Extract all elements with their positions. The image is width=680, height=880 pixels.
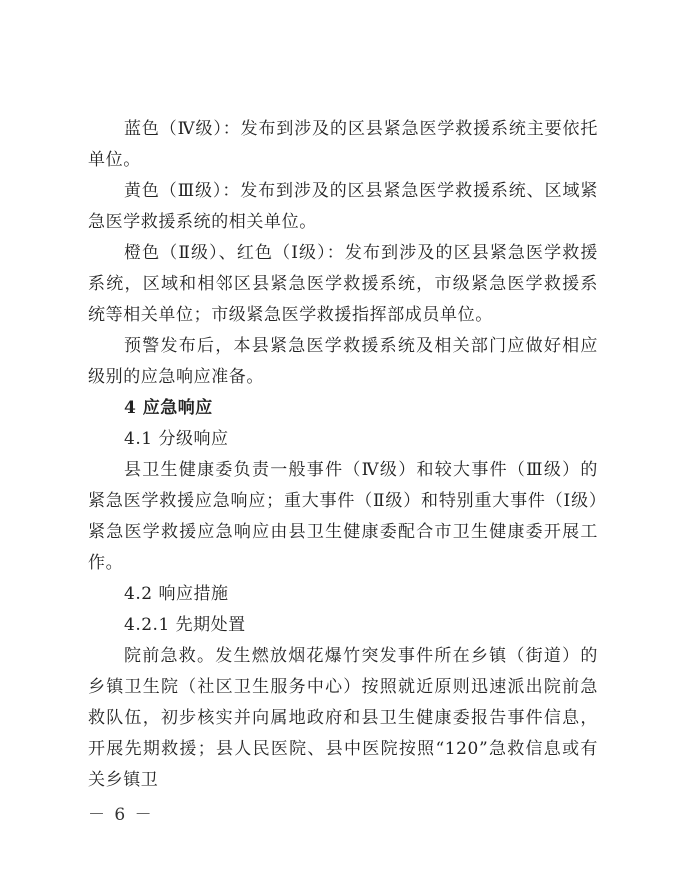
section-4-2-1-heading: 4.2.1 先期处置 xyxy=(124,615,246,635)
paragraph-yellow-level: 黄色（Ⅲ级）：发布到涉及的区县紧急医学救援系统、区域紧急医学救援系统的相关单位。 xyxy=(88,181,598,232)
paragraph-orange-red-level: 橙色（Ⅱ级）、红色（Ⅰ级）：发布到涉及的区县紧急医学救援系统，区域和相邻区县紧急医学救援系统，市级紧急医学救援系统等相关单位；市级紧急医学救援指挥部成员单位。 xyxy=(88,243,598,325)
paragraph-warning-release: 预警发布后，本县紧急医学救援系统及相关部门应做好相应级别的应急响应准备。 xyxy=(88,336,598,387)
section-4-1-heading: 4.1 分级响应 xyxy=(124,429,229,449)
section-4-2-heading: 4.2 响应措施 xyxy=(124,584,229,604)
section-4-1-body: 县卫生健康委负责一般事件（Ⅳ级）和较大事件（Ⅲ级）的紧急医学救援应急响应；重大事件（Ⅱ级）和特别重大事件（Ⅰ级）紧急医学救援应急响应由县卫生健康委配合市卫生健康委开展工作。 xyxy=(88,460,598,573)
section-4-heading: 4 应急响应 xyxy=(124,398,213,418)
paragraph-blue-level: 蓝色（Ⅳ级）：发布到涉及的区县紧急医学救援系统主要依托单位。 xyxy=(88,119,598,170)
section-4-2-1-body: 院前急救。发生燃放烟花爆竹突发事件所在乡镇（街道）的乡镇卫生院（社区卫生服务中心）按照就近原则迅速派出院前急救队伍，初步核实并向属地政府和县卫生健康委报告事件信息，开展先期救援；县人民医院、县中医院按照“120”急救信息或有关乡镇卫 xyxy=(88,646,598,790)
document-body xyxy=(88,114,598,796)
page-number: － 6 － xyxy=(88,805,154,825)
